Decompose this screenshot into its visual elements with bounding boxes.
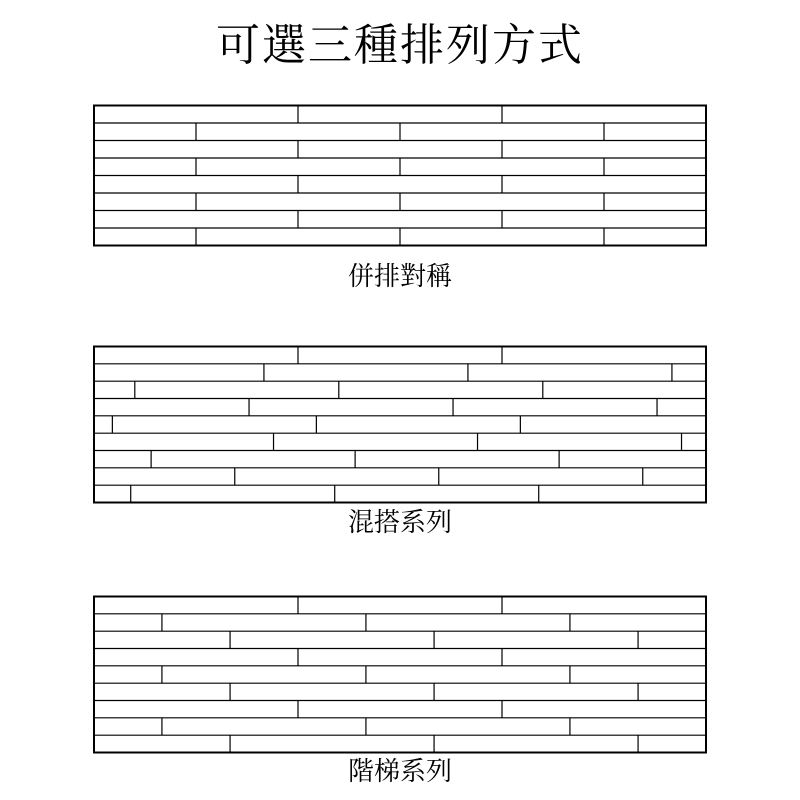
plank-pattern-staircase xyxy=(92,595,708,737)
page-title: 可選三種排列方式 xyxy=(216,20,584,71)
pattern-caption: 併排對稱 xyxy=(347,262,452,292)
plank-pattern-svg xyxy=(92,595,708,754)
pattern-caption: 混搭系列 xyxy=(347,508,452,538)
plank-pattern-svg xyxy=(92,104,708,247)
plank-pattern-side-by-side xyxy=(92,104,708,246)
plank-pattern-mixed xyxy=(92,345,708,487)
pattern-border xyxy=(94,347,706,503)
plank-pattern-svg xyxy=(92,345,708,504)
pattern-border xyxy=(94,597,706,753)
pattern-caption: 階梯系列 xyxy=(347,757,452,787)
